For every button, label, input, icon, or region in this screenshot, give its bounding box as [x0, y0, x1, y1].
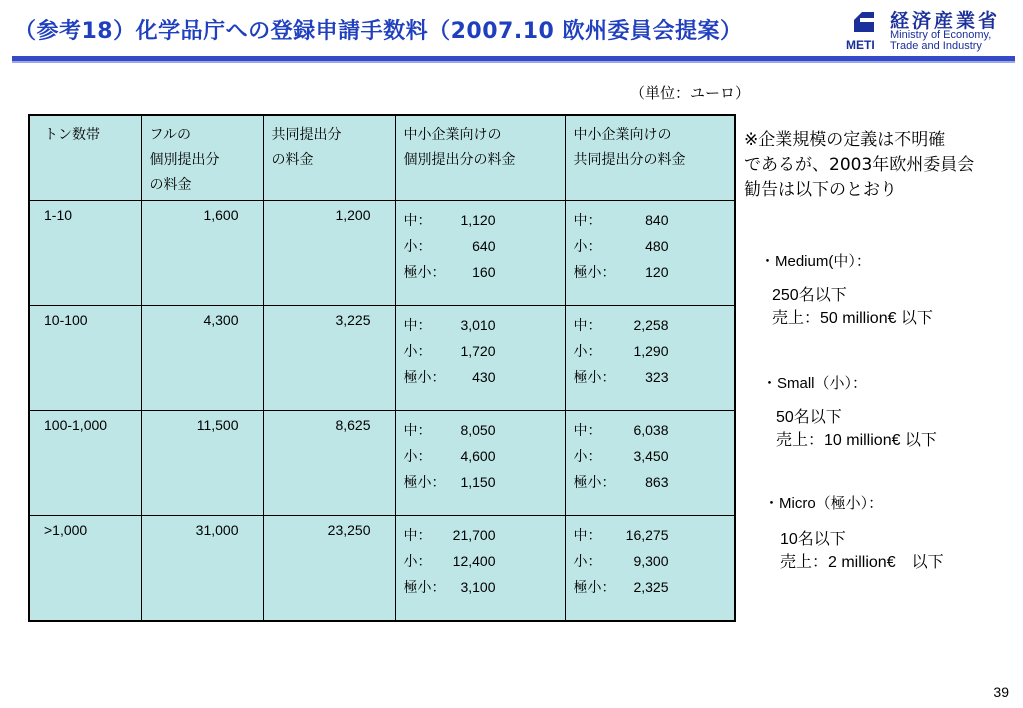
size-label-text: 極小：	[403, 264, 446, 280]
size-label-text: 極小：	[403, 369, 446, 385]
sme-individual-fee-cell	[395, 516, 565, 622]
unit-label: （単位：ユーロ）	[630, 84, 751, 102]
tonnage-band-cell: 100-1,000	[29, 411, 141, 516]
size-fee-line	[574, 417, 669, 443]
size-fee-line	[404, 443, 496, 469]
joint-fee-cell: 1,200	[263, 201, 395, 306]
fee-value: 6,038	[633, 422, 669, 438]
size-label-text: 小：	[403, 238, 432, 254]
tonnage-band-cell: 10-100	[29, 306, 141, 411]
fee-value: 430	[472, 369, 496, 385]
size-micro-body	[780, 528, 944, 574]
header-line: トン数帯	[44, 126, 100, 142]
fee-value: 21,700	[452, 527, 496, 543]
tonnage-band-cell: >1,000	[29, 516, 141, 622]
tonnage-band-cell: 1-10	[29, 201, 141, 306]
size-fee-line	[574, 364, 669, 390]
fee-value: 160	[472, 264, 496, 280]
size-label-text: 極小：	[403, 579, 446, 595]
full-individual-fee-cell: 11,500	[141, 411, 263, 516]
size-label-text: 小：	[573, 448, 602, 464]
sme-joint-fee-cell	[565, 411, 735, 516]
fee-value: 3,450	[633, 448, 669, 464]
size-label-text: 極小：	[403, 474, 446, 490]
size-label-text: 小：	[573, 343, 602, 359]
size-micro-label: ・Micro（極小）：	[764, 495, 884, 512]
size-label-text: 小：	[403, 343, 432, 359]
note-line: ※企業規模の定義は不明確	[744, 130, 946, 150]
fee-value: 8,050	[460, 422, 496, 438]
size-fee-line	[404, 233, 496, 259]
header-sme-joint	[565, 115, 735, 201]
size-fee-line	[404, 522, 496, 548]
fee-value: 863	[645, 474, 669, 490]
table-row	[29, 306, 735, 411]
meti-logo-icon	[850, 8, 878, 36]
fee-value: 2,325	[633, 579, 669, 595]
page-number: 39	[993, 684, 1009, 700]
size-fee-line	[404, 548, 496, 574]
size-label-text: 小：	[573, 238, 602, 254]
size-label-text: 中：	[573, 527, 602, 543]
header-line: フルの	[149, 126, 191, 142]
fee-value: 640	[472, 238, 496, 254]
joint-fee-cell: 23,250	[263, 516, 395, 622]
fee-value: 2,258	[633, 317, 669, 333]
table-header-row	[29, 115, 735, 201]
size-fee-line	[574, 443, 669, 469]
size-medium-label: ・Medium(中）：	[760, 253, 871, 270]
sme-joint-fee-cell	[565, 516, 735, 622]
size-employees: 50名以下	[776, 409, 842, 426]
full-individual-fee-cell: 4,300	[141, 306, 263, 411]
slide-title: （参考18）化学品庁への登録申請手数料（2007.10 欧州委員会提案）	[14, 19, 743, 44]
size-label-text: 極小：	[573, 369, 616, 385]
size-employees: 250名以下	[772, 287, 847, 304]
joint-fee-cell: 8,625	[263, 411, 395, 516]
size-fee-line	[404, 338, 496, 364]
fee-value: 1,290	[633, 343, 669, 359]
fee-value: 16,275	[625, 527, 669, 543]
header-line: 個別提出分の料金	[403, 151, 516, 167]
header-line: 個別提出分	[149, 151, 220, 167]
sme-definition-note	[744, 128, 974, 203]
table-row	[29, 201, 735, 306]
fee-value: 480	[645, 238, 669, 254]
size-fee-line	[574, 259, 669, 285]
logo-ministry-en	[890, 30, 991, 52]
size-turnover: 売上：50 million€ 以下	[772, 310, 933, 327]
header-tonnage	[29, 115, 141, 201]
full-individual-fee-cell: 31,000	[141, 516, 263, 622]
table-row	[29, 411, 735, 516]
fee-value: 323	[645, 369, 669, 385]
size-label-text: 極小：	[573, 579, 616, 595]
size-label-text: 極小：	[573, 264, 616, 280]
header-joint	[263, 115, 395, 201]
size-small-body	[776, 406, 937, 452]
size-fee-line	[574, 548, 669, 574]
header-line: 中小企業向けの	[573, 126, 672, 142]
fee-value: 1,720	[460, 343, 496, 359]
fee-value: 4,600	[460, 448, 496, 464]
sme-joint-fee-cell	[565, 306, 735, 411]
fee-value: 3,100	[460, 579, 496, 595]
size-fee-line	[404, 259, 496, 285]
fee-value: 3,010	[460, 317, 496, 333]
size-fee-line	[404, 469, 496, 495]
size-fee-line	[574, 233, 669, 259]
size-label-text: 中：	[573, 317, 602, 333]
size-fee-line	[574, 338, 669, 364]
size-label-text: 小：	[573, 553, 602, 569]
size-medium-body	[772, 284, 933, 330]
size-employees: 10名以下	[780, 531, 846, 548]
note-line: であるが、2003年欧州委員会	[744, 155, 975, 175]
logo-en-line-1: Ministry of Economy,	[890, 29, 992, 41]
sme-individual-fee-cell	[395, 201, 565, 306]
fee-value: 840	[645, 212, 669, 228]
size-fee-line	[404, 364, 496, 390]
size-fee-line	[404, 574, 496, 600]
note-line: 勧告は以下のとおり	[744, 180, 897, 200]
size-fee-line	[404, 207, 496, 233]
fee-value: 12,400	[452, 553, 496, 569]
size-label-text: 極小：	[573, 474, 616, 490]
header-sme-individual	[395, 115, 565, 201]
sme-individual-fee-cell	[395, 411, 565, 516]
fee-table	[28, 114, 736, 622]
size-fee-line	[574, 574, 669, 600]
size-fee-line	[574, 207, 669, 233]
fee-value: 1,120	[460, 212, 496, 228]
size-label-text: 中：	[403, 527, 432, 543]
table-body	[29, 201, 735, 622]
size-fee-line	[404, 417, 496, 443]
header-line: 中小企業向けの	[403, 126, 502, 142]
full-individual-fee-cell: 1,600	[141, 201, 263, 306]
table-row	[29, 516, 735, 622]
size-label-text: 中：	[403, 422, 432, 438]
size-label-text: 中：	[403, 317, 432, 333]
logo-en-line-2: Trade and Industry	[890, 40, 982, 52]
header-line: の料金	[271, 151, 314, 167]
fee-value: 1,150	[460, 474, 496, 490]
header-full-individual	[141, 115, 263, 201]
size-label-text: 中：	[573, 422, 602, 438]
size-label-text: 中：	[573, 212, 602, 228]
header-line: 共同提出分	[271, 126, 342, 142]
size-fee-line	[574, 312, 669, 338]
logo-meti-text: METI	[846, 38, 875, 52]
size-label-text: 小：	[403, 448, 432, 464]
size-fee-line	[574, 469, 669, 495]
fee-value: 9,300	[633, 553, 669, 569]
sme-joint-fee-cell	[565, 201, 735, 306]
size-fee-line	[404, 312, 496, 338]
fee-value: 120	[645, 264, 669, 280]
sme-individual-fee-cell	[395, 306, 565, 411]
size-small-label: ・Small（小）：	[762, 375, 868, 392]
title-underline	[12, 56, 1015, 61]
size-label-text: 小：	[403, 553, 432, 569]
logo-ministry-jp: 経済産業省	[890, 10, 1001, 32]
size-turnover: 売上：2 million€ 以下	[780, 554, 944, 571]
meti-logo	[846, 6, 1016, 52]
joint-fee-cell: 3,225	[263, 306, 395, 411]
header-line: 共同提出分の料金	[573, 151, 686, 167]
header-line: の料金	[149, 176, 192, 192]
size-fee-line	[574, 522, 669, 548]
size-label-text: 中：	[403, 212, 432, 228]
size-turnover: 売上：10 million€ 以下	[776, 432, 937, 449]
